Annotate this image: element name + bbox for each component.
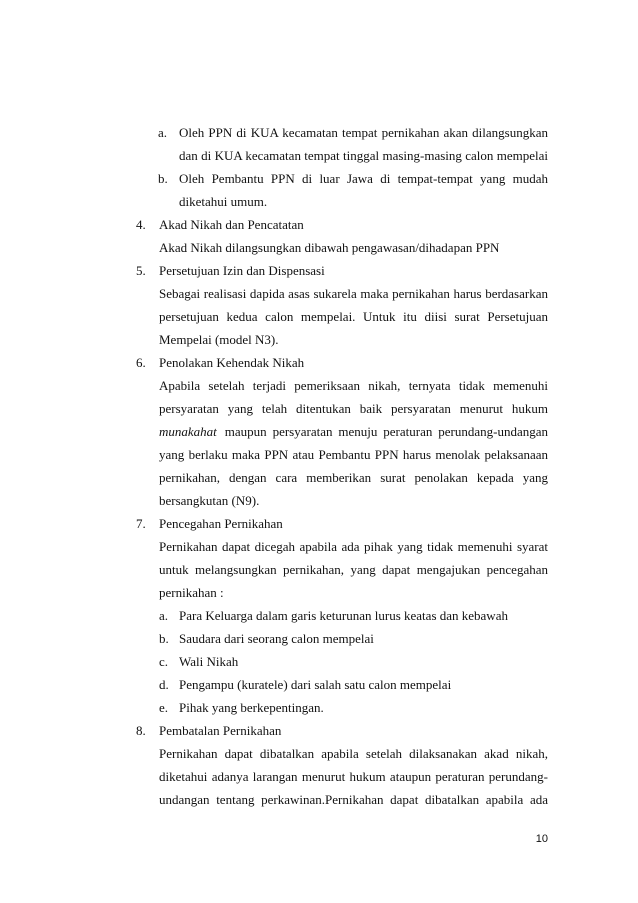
list-marker: d. bbox=[159, 677, 169, 692]
section-number: 8. bbox=[136, 723, 146, 738]
text-line-with-italic bbox=[159, 424, 548, 439]
section-heading: Penolakan Kehendak Nikah bbox=[159, 355, 305, 370]
section-number: 6. bbox=[136, 355, 146, 370]
text-line: yang berlaku maka PPN atau Pembantu PPN harus menolak pelaksanaan bbox=[159, 447, 548, 462]
text-line: Sebagai realisasi dapida asas sukarela maka pernikahan harus berdasarkan bbox=[159, 286, 548, 301]
text-line: pernikahan, dengan cara memberikan surat penolakan kepada yang bbox=[159, 470, 548, 485]
text-line: Mempelai (model N3). bbox=[159, 332, 279, 347]
text-line: untuk melangsungkan pernikahan, yang dapat mengajukan pencegahan bbox=[159, 562, 548, 577]
text-line: persyaratan yang telah ditentukan baik persyaratan menurut hukum bbox=[159, 401, 548, 416]
text-line: Oleh Pembantu PPN di luar Jawa di tempat-tempat yang mudah bbox=[179, 171, 548, 186]
text-line: pernikahan : bbox=[159, 585, 224, 600]
text-line: Pernikahan dapat dibatalkan apabila setelah dilaksanakan akad nikah, bbox=[159, 746, 548, 761]
text-line: dan di KUA kecamatan tempat tinggal masing-masing calon mempelai bbox=[179, 148, 548, 163]
text-line: Pernikahan dapat dicegah apabila ada pihak yang tidak memenuhi syarat bbox=[159, 539, 548, 554]
section-number: 5. bbox=[136, 263, 146, 278]
text-line: diketahui adanya larangan menurut hukum ataupun peraturan perundang- bbox=[159, 769, 548, 784]
text-line: persetujuan kedua calon mempelai. Untuk itu diisi surat Persetujuan bbox=[159, 309, 548, 324]
list-item: Wali Nikah bbox=[179, 654, 239, 669]
list-marker: b. bbox=[159, 631, 169, 646]
text-line: Akad Nikah dilangsungkan dibawah pengawasan/dihadapan PPN bbox=[159, 240, 500, 255]
page-number: 10 bbox=[535, 833, 548, 845]
section-heading: Pembatalan Pernikahan bbox=[159, 723, 282, 738]
italic-term: munakahat bbox=[159, 424, 217, 439]
list-item: Saudara dari seorang calon mempelai bbox=[179, 631, 374, 646]
text-line: bersangkutan (N9). bbox=[159, 493, 260, 508]
list-item: Pengampu (kuratele) dari salah satu calon mempelai bbox=[179, 677, 452, 692]
text-fragment: maupun persyaratan menuju peraturan perundang-undangan bbox=[224, 424, 548, 439]
list-item: Para Keluarga dalam garis keturunan lurus keatas dan kebawah bbox=[179, 608, 508, 623]
list-marker: c. bbox=[159, 654, 169, 669]
text-line: undangan tentang perkawinan.Pernikahan dapat dibatalkan apabila ada bbox=[159, 792, 548, 807]
list-marker: a. bbox=[159, 608, 169, 623]
section-heading: Persetujuan Izin dan Dispensasi bbox=[159, 263, 325, 278]
section-number: 4. bbox=[136, 217, 146, 232]
section-heading: Akad Nikah dan Pencatatan bbox=[159, 217, 304, 232]
list-marker: e. bbox=[159, 700, 169, 715]
list-marker: a. bbox=[158, 125, 168, 140]
text-line: Apabila setelah terjadi pemeriksaan nikah, ternyata tidak memenuhi bbox=[159, 378, 548, 393]
list-marker: b. bbox=[158, 171, 168, 186]
list-item: Pihak yang berkepentingan. bbox=[179, 700, 324, 715]
section-number: 7. bbox=[136, 516, 146, 531]
section-heading: Pencegahan Pernikahan bbox=[159, 516, 283, 531]
text-line: diketahui umum. bbox=[179, 194, 268, 209]
text-line: Oleh PPN di KUA kecamatan tempat pernikahan akan dilangsungkan bbox=[179, 125, 548, 140]
